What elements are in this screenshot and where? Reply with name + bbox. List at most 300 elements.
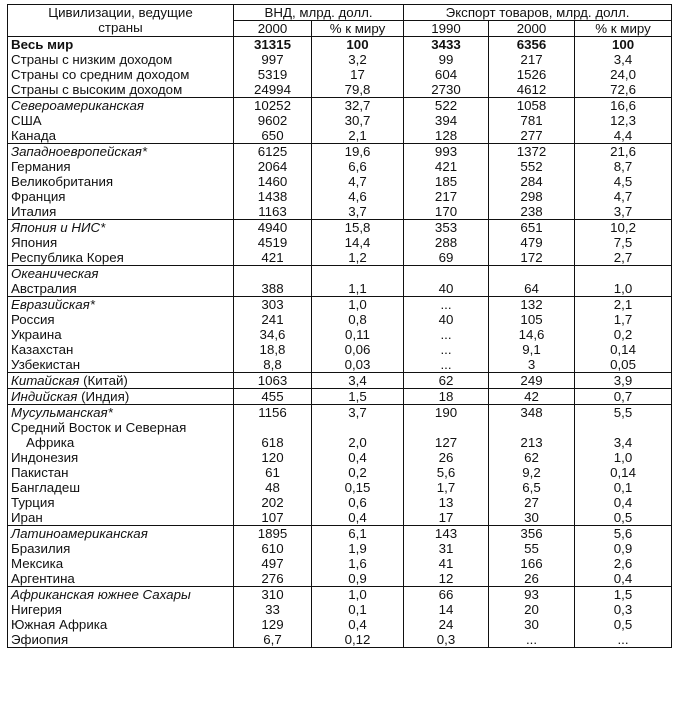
row-label	[8, 571, 234, 587]
gni-2000-cell: 5319	[234, 67, 312, 82]
row-name: Великобритания	[11, 174, 114, 189]
gni-2000-cell: 1460	[234, 174, 312, 189]
row-label	[8, 128, 234, 144]
gni-share-cell: 3,4	[312, 373, 404, 389]
gni-2000-cell: 2064	[234, 159, 312, 174]
exports-share-cell: 3,7	[575, 204, 672, 220]
row-name: Германия	[11, 159, 71, 174]
exports-1990-cell: 69	[404, 250, 489, 266]
gni-2000-cell: 9602	[234, 113, 312, 128]
row-label	[8, 480, 234, 495]
table-row	[8, 235, 672, 250]
exports-2000-cell: 213	[489, 435, 575, 450]
gni-share-cell: 19,6	[312, 144, 404, 160]
table-row	[8, 37, 672, 53]
exports-share-cell: 10,2	[575, 220, 672, 236]
gni-2000-cell: 276	[234, 571, 312, 587]
exports-2000-cell: 217	[489, 52, 575, 67]
exports-2000-cell: 42	[489, 389, 575, 405]
row-name: Франция	[11, 189, 66, 204]
header-corner	[8, 5, 234, 37]
exports-2000-cell: 62	[489, 450, 575, 465]
row-label	[8, 266, 234, 282]
exports-share-cell: 0,4	[575, 495, 672, 510]
table-row	[8, 435, 672, 450]
exports-1990-cell: 17	[404, 510, 489, 526]
exports-share-cell: 0,4	[575, 571, 672, 587]
exports-1990-cell: 41	[404, 556, 489, 571]
gni-2000-cell: 10252	[234, 98, 312, 114]
row-label	[8, 52, 234, 67]
gni-2000-cell: 33	[234, 602, 312, 617]
exports-2000-cell: 30	[489, 510, 575, 526]
gni-2000-cell: 8,8	[234, 357, 312, 373]
row-name: Страны с высоким доходом	[11, 82, 183, 97]
table-row	[8, 357, 672, 373]
row-label	[8, 556, 234, 571]
gni-2000-cell: 120	[234, 450, 312, 465]
row-label	[8, 220, 234, 236]
header-corner-line1: Цивилизации, ведущие	[48, 5, 193, 20]
exports-share-cell: 0,05	[575, 357, 672, 373]
row-label	[8, 189, 234, 204]
exports-2000-cell: 284	[489, 174, 575, 189]
gni-2000-cell: 1438	[234, 189, 312, 204]
exports-1990-cell: 170	[404, 204, 489, 220]
row-name: Североамериканская	[11, 98, 144, 113]
row-label	[8, 465, 234, 480]
table-row	[8, 52, 672, 67]
exports-2000-cell	[489, 266, 575, 282]
exports-share-cell: 0,14	[575, 342, 672, 357]
exports-1990-cell	[404, 266, 489, 282]
exports-1990-cell: 66	[404, 587, 489, 603]
exports-1990-cell: 14	[404, 602, 489, 617]
row-name: Австралия	[11, 281, 77, 296]
gni-share-cell: 1,9	[312, 541, 404, 556]
gni-2000-cell: 310	[234, 587, 312, 603]
exports-2000-cell: 298	[489, 189, 575, 204]
exports-1990-cell: ...	[404, 342, 489, 357]
gni-2000-cell: 129	[234, 617, 312, 632]
header-exports-1990: 1990	[404, 21, 489, 37]
row-name: Индийская	[11, 389, 78, 404]
gni-share-cell: 6,1	[312, 526, 404, 542]
row-label	[8, 389, 234, 405]
row-name-suffix: (Индия)	[77, 389, 130, 404]
gni-share-cell: 0,4	[312, 510, 404, 526]
gni-share-cell: 0,15	[312, 480, 404, 495]
gni-share-cell: 3,7	[312, 204, 404, 220]
exports-share-cell	[575, 266, 672, 282]
row-name: Южная Африка	[11, 617, 108, 632]
row-label	[8, 235, 234, 250]
row-name: Узбекистан	[11, 357, 81, 372]
exports-1990-cell: 185	[404, 174, 489, 189]
header-corner-line2: страны	[98, 20, 143, 35]
header-gni-share: % к миру	[312, 21, 404, 37]
gni-2000-cell: 202	[234, 495, 312, 510]
table-body	[8, 37, 672, 648]
table-row	[8, 450, 672, 465]
table-row	[8, 312, 672, 327]
exports-1990-cell: 3433	[404, 37, 489, 53]
row-name: Индонезия	[11, 450, 79, 465]
gni-2000-cell: 1895	[234, 526, 312, 542]
exports-share-cell: 7,5	[575, 235, 672, 250]
exports-2000-cell: 9,2	[489, 465, 575, 480]
gni-2000-cell: 34,6	[234, 327, 312, 342]
gni-2000-cell: 618	[234, 435, 312, 450]
row-label	[8, 144, 234, 160]
gni-share-cell: 1,5	[312, 389, 404, 405]
row-label	[8, 82, 234, 98]
row-name: Италия	[11, 204, 57, 219]
row-label	[8, 37, 234, 53]
gni-share-cell: 15,8	[312, 220, 404, 236]
exports-1990-cell	[404, 420, 489, 435]
exports-1990-cell: 24	[404, 617, 489, 632]
exports-share-cell	[575, 420, 672, 435]
gni-share-cell: 0,06	[312, 342, 404, 357]
exports-2000-cell: 14,6	[489, 327, 575, 342]
exports-share-cell: 0,9	[575, 541, 672, 556]
exports-1990-cell: 0,3	[404, 632, 489, 648]
exports-2000-cell: 277	[489, 128, 575, 144]
row-label	[8, 373, 234, 389]
exports-2000-cell: 6,5	[489, 480, 575, 495]
row-name: Весь мир	[11, 37, 74, 52]
exports-2000-cell: 26	[489, 571, 575, 587]
gni-2000-cell: 48	[234, 480, 312, 495]
gni-2000-cell: 388	[234, 281, 312, 297]
row-name: Африка	[26, 435, 75, 450]
table-row	[8, 571, 672, 587]
exports-share-cell: 1,0	[575, 281, 672, 297]
table-row	[8, 113, 672, 128]
exports-1990-cell: 993	[404, 144, 489, 160]
table-row	[8, 250, 672, 266]
table-row	[8, 526, 672, 542]
exports-share-cell: 0,3	[575, 602, 672, 617]
gni-share-cell: 1,2	[312, 250, 404, 266]
exports-share-cell: 1,5	[575, 587, 672, 603]
gni-share-cell: 0,03	[312, 357, 404, 373]
exports-1990-cell: 31	[404, 541, 489, 556]
row-name: Казахстан	[11, 342, 74, 357]
row-name: Бангладеш	[11, 480, 80, 495]
exports-share-cell: 100	[575, 37, 672, 53]
row-name: Бразилия	[11, 541, 71, 556]
row-label	[8, 297, 234, 313]
table-row	[8, 297, 672, 313]
exports-1990-cell: ...	[404, 357, 489, 373]
gni-share-cell: 14,4	[312, 235, 404, 250]
table-row	[8, 327, 672, 342]
exports-share-cell: 3,4	[575, 435, 672, 450]
exports-2000-cell: 238	[489, 204, 575, 220]
exports-2000-cell: 4612	[489, 82, 575, 98]
gni-share-cell: 32,7	[312, 98, 404, 114]
row-name: Мексика	[11, 556, 64, 571]
row-name: Республика Корея	[11, 250, 124, 265]
table-row	[8, 420, 672, 435]
table-row	[8, 617, 672, 632]
row-name: Япония и НИС*	[11, 220, 106, 235]
gni-share-cell	[312, 420, 404, 435]
gni-share-cell: 0,11	[312, 327, 404, 342]
row-name: Океаническая	[11, 266, 99, 281]
exports-2000-cell: 172	[489, 250, 575, 266]
exports-1990-cell: 217	[404, 189, 489, 204]
gni-2000-cell: 31315	[234, 37, 312, 53]
gni-share-cell: 4,6	[312, 189, 404, 204]
row-name: Япония	[11, 235, 58, 250]
row-name: Мусульманская*	[11, 405, 113, 420]
gni-2000-cell: 1156	[234, 405, 312, 421]
exports-1990-cell: 190	[404, 405, 489, 421]
table-row	[8, 405, 672, 421]
exports-1990-cell: 604	[404, 67, 489, 82]
exports-2000-cell: 781	[489, 113, 575, 128]
exports-share-cell: 2,6	[575, 556, 672, 571]
row-label	[8, 327, 234, 342]
exports-1990-cell: 40	[404, 281, 489, 297]
row-label	[8, 204, 234, 220]
exports-1990-cell: 127	[404, 435, 489, 450]
row-label	[8, 98, 234, 114]
gni-2000-cell: 107	[234, 510, 312, 526]
row-label	[8, 602, 234, 617]
exports-share-cell: 0,2	[575, 327, 672, 342]
row-name: Турция	[11, 495, 55, 510]
exports-2000-cell: 166	[489, 556, 575, 571]
row-name: Нигерия	[11, 602, 63, 617]
gni-2000-cell: 4940	[234, 220, 312, 236]
row-label	[8, 510, 234, 526]
gni-share-cell: 1,1	[312, 281, 404, 297]
exports-2000-cell: 249	[489, 373, 575, 389]
row-label	[8, 617, 234, 632]
civilizations-table	[7, 4, 672, 648]
exports-share-cell: 3,4	[575, 52, 672, 67]
exports-1990-cell: 26	[404, 450, 489, 465]
row-name: Средний Восток и Северная	[11, 420, 187, 435]
exports-share-cell: 0,5	[575, 617, 672, 632]
row-name: Страны со средним доходом	[11, 67, 190, 82]
gni-share-cell: 1,6	[312, 556, 404, 571]
gni-2000-cell: 1063	[234, 373, 312, 389]
table-row	[8, 342, 672, 357]
table-row	[8, 220, 672, 236]
table-row	[8, 465, 672, 480]
gni-2000-cell: 6,7	[234, 632, 312, 648]
exports-share-cell: 5,5	[575, 405, 672, 421]
table-row	[8, 373, 672, 389]
gni-2000-cell: 4519	[234, 235, 312, 250]
exports-share-cell: 5,6	[575, 526, 672, 542]
gni-share-cell: 0,6	[312, 495, 404, 510]
row-label	[8, 526, 234, 542]
gni-2000-cell: 303	[234, 297, 312, 313]
table-row	[8, 98, 672, 114]
exports-2000-cell: 30	[489, 617, 575, 632]
exports-share-cell: 4,7	[575, 189, 672, 204]
row-name: Аргентина	[11, 571, 75, 586]
gni-2000-cell: 18,8	[234, 342, 312, 357]
exports-1990-cell: 1,7	[404, 480, 489, 495]
row-name: Украина	[11, 327, 62, 342]
row-label	[8, 405, 234, 421]
table-row	[8, 541, 672, 556]
row-label	[8, 435, 234, 450]
table-row	[8, 174, 672, 189]
gni-share-cell: 3,2	[312, 52, 404, 67]
table-row	[8, 67, 672, 82]
exports-share-cell: 0,14	[575, 465, 672, 480]
row-label	[8, 587, 234, 603]
header-gni: ВНД, млрд. долл.	[234, 5, 404, 21]
table-row	[8, 389, 672, 405]
gni-share-cell: 0,4	[312, 617, 404, 632]
table-row	[8, 204, 672, 220]
gni-share-cell: 3,7	[312, 405, 404, 421]
row-label	[8, 159, 234, 174]
gni-share-cell: 2,1	[312, 128, 404, 144]
exports-1990-cell: 12	[404, 571, 489, 587]
gni-2000-cell: 241	[234, 312, 312, 327]
table-header	[8, 5, 672, 37]
exports-2000-cell: 27	[489, 495, 575, 510]
exports-2000-cell: 552	[489, 159, 575, 174]
exports-share-cell: 24,0	[575, 67, 672, 82]
row-label	[8, 281, 234, 297]
row-name: Китайская	[11, 373, 80, 388]
gni-share-cell: 0,4	[312, 450, 404, 465]
exports-share-cell: 0,1	[575, 480, 672, 495]
exports-share-cell: ...	[575, 632, 672, 648]
row-name: Евразийская*	[11, 297, 95, 312]
exports-1990-cell: 421	[404, 159, 489, 174]
exports-2000-cell: 1372	[489, 144, 575, 160]
gni-2000-cell: 61	[234, 465, 312, 480]
exports-share-cell: 1,7	[575, 312, 672, 327]
row-label	[8, 357, 234, 373]
row-label	[8, 174, 234, 189]
exports-2000-cell: 6356	[489, 37, 575, 53]
gni-share-cell	[312, 266, 404, 282]
row-label	[8, 541, 234, 556]
gni-share-cell: 1,0	[312, 297, 404, 313]
exports-1990-cell: 522	[404, 98, 489, 114]
row-name: Эфиопия	[11, 632, 69, 647]
gni-share-cell: 0,1	[312, 602, 404, 617]
exports-share-cell: 3,9	[575, 373, 672, 389]
gni-2000-cell: 1163	[234, 204, 312, 220]
gni-2000-cell: 497	[234, 556, 312, 571]
table-row	[8, 632, 672, 648]
exports-share-cell: 8,7	[575, 159, 672, 174]
table-row	[8, 266, 672, 282]
exports-2000-cell: 356	[489, 526, 575, 542]
exports-1990-cell: 128	[404, 128, 489, 144]
gni-2000-cell: 455	[234, 389, 312, 405]
gni-2000-cell: 24994	[234, 82, 312, 98]
table-row	[8, 602, 672, 617]
table-row	[8, 587, 672, 603]
table-row	[8, 480, 672, 495]
exports-1990-cell: 143	[404, 526, 489, 542]
exports-1990-cell: 40	[404, 312, 489, 327]
header-exports-share: % к миру	[575, 21, 672, 37]
exports-share-cell: 1,0	[575, 450, 672, 465]
exports-2000-cell: 1526	[489, 67, 575, 82]
row-label	[8, 450, 234, 465]
row-name: Латиноамериканская	[11, 526, 148, 541]
table-row	[8, 510, 672, 526]
exports-1990-cell: 288	[404, 235, 489, 250]
exports-1990-cell: ...	[404, 327, 489, 342]
row-name: Россия	[11, 312, 55, 327]
gni-share-cell: 0,2	[312, 465, 404, 480]
gni-2000-cell: 650	[234, 128, 312, 144]
exports-1990-cell: 99	[404, 52, 489, 67]
gni-share-cell: 79,8	[312, 82, 404, 98]
exports-2000-cell: 132	[489, 297, 575, 313]
gni-share-cell: 17	[312, 67, 404, 82]
gni-2000-cell: 610	[234, 541, 312, 556]
exports-share-cell: 16,6	[575, 98, 672, 114]
exports-2000-cell: 3	[489, 357, 575, 373]
row-label	[8, 312, 234, 327]
exports-2000-cell: 479	[489, 235, 575, 250]
exports-1990-cell: 2730	[404, 82, 489, 98]
row-label	[8, 250, 234, 266]
exports-2000-cell: 105	[489, 312, 575, 327]
exports-share-cell: 4,4	[575, 128, 672, 144]
gni-share-cell: 2,0	[312, 435, 404, 450]
exports-share-cell: 0,5	[575, 510, 672, 526]
exports-1990-cell: 353	[404, 220, 489, 236]
header-gni-2000: 2000	[234, 21, 312, 37]
exports-share-cell: 2,1	[575, 297, 672, 313]
table-row	[8, 144, 672, 160]
exports-share-cell: 2,7	[575, 250, 672, 266]
exports-2000-cell: 1058	[489, 98, 575, 114]
gni-share-cell: 0,9	[312, 571, 404, 587]
gni-share-cell: 4,7	[312, 174, 404, 189]
exports-2000-cell: 55	[489, 541, 575, 556]
exports-1990-cell: 394	[404, 113, 489, 128]
table-row	[8, 556, 672, 571]
exports-2000-cell: 9,1	[489, 342, 575, 357]
document	[7, 4, 671, 648]
gni-share-cell: 100	[312, 37, 404, 53]
gni-share-cell: 30,7	[312, 113, 404, 128]
gni-2000-cell: 421	[234, 250, 312, 266]
exports-1990-cell: 18	[404, 389, 489, 405]
row-name-suffix: (Китай)	[79, 373, 128, 388]
table-row	[8, 495, 672, 510]
header-exports: Экспорт товаров, млрд. долл.	[404, 5, 672, 21]
row-name: Пакистан	[11, 465, 69, 480]
exports-2000-cell: 651	[489, 220, 575, 236]
exports-2000-cell: 93	[489, 587, 575, 603]
exports-2000-cell: ...	[489, 632, 575, 648]
gni-2000-cell: 997	[234, 52, 312, 67]
exports-2000-cell: 64	[489, 281, 575, 297]
exports-1990-cell: 62	[404, 373, 489, 389]
